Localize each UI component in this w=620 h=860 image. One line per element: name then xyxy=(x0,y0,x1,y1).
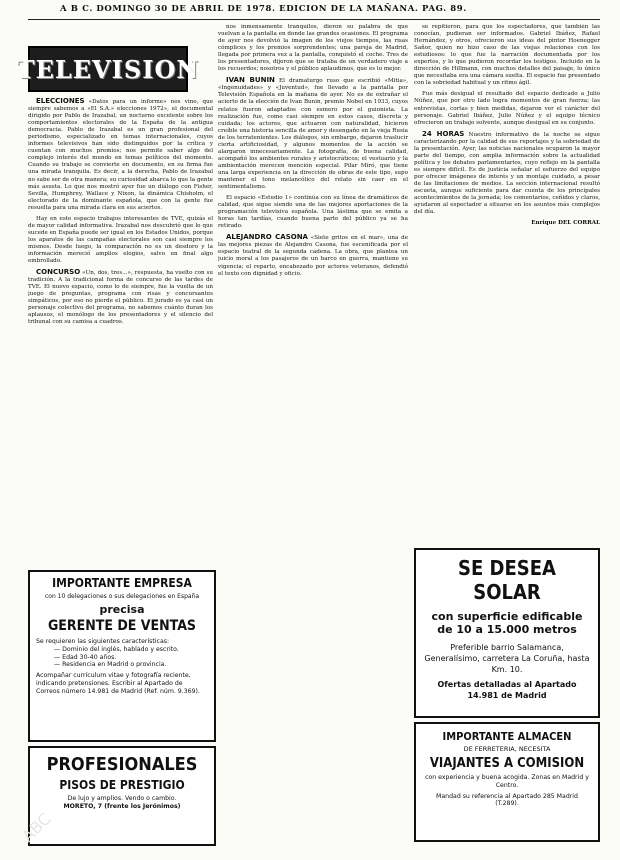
column-1 xyxy=(28,24,213,643)
ad-profesionales-line1: De lujo y amplios. Vendo o cambio. xyxy=(67,795,177,802)
article-elecciones-cont: Hay en este espacio trabajos interesantes de TVE, quizás el de mayor calidad informativa. Irazabal nos descubrió que lo que sucede en España puede ser igual en los Estados Unidos, porque los aparatos de las campañas electorales son casi siempre los mismos. Desde luego, la comparación no es un desdoro y la información mereció amplios elogios, salvo un final algo embrollado. xyxy=(28,215,213,265)
watermark: ABC xyxy=(18,809,55,846)
ad-profesionales xyxy=(28,746,216,846)
keyword-elecciones: ELECCIONES xyxy=(36,97,85,105)
ad-empresa-req-2: — Edad 30-40 años. xyxy=(54,653,117,661)
ad-profesionales-line2: MORETO, 7 (frente los Jerónimos) xyxy=(63,802,181,810)
article-documental: se repitieron, para que los espectadores, que también las conocían, pudieran ser informados. Gabriel Ibáñez, Rafael Hernández, y otros, ofrecieron sus ideas del pintor Hoenegger Sañor, quien no hizo caso de las viejas relaciones con los estudiosos: lo que fue la narración documentada por los expertos, y lo que pudieron recordar los testigos. Incluido en la dirección de Hillmann, con muchos detalles del paisaje, lo único que necesitaba era una cámara suelta. El espacio fue presentado con la sobriedad habitual y un ritmo ágil. xyxy=(414,24,600,87)
ad-almacen-line1: DE FERRETERIA, NECESITA xyxy=(463,745,551,753)
page-header: A B C. DOMINGO 30 DE ABRIL DE 1978. EDICION DE LA MAÑANA. PAG. 89. xyxy=(60,4,467,14)
article-24-horas: 24 HORAS Nuestro informativo de la noche se sigue caracterizando por la calidad de sus reportajes y la sobriedad de la presentación. Ayer, las noticias nacionales ocuparon la mayor parte del tiempo, con amplia información sobre la actualidad política y los debates parlamentarios, cuyo reflejo en la pantalla es siempre difícil. Es de justicia señalar el esfuerzo del equipo por ofrecer imágenes de interés y un montaje cuidado, a pesar de las limitaciones de medios. La sección internacional resultó escueta, aunque suficiente para dar cuenta de los principales acontecimientos de la jornada; los comentarios, ceñidos y claros, ayudaron al espectador a situarse en los asuntos más complejos del día. xyxy=(414,129,600,216)
column-3 xyxy=(414,24,600,544)
television-masthead: TELEVISION xyxy=(28,46,188,92)
keyword-24-horas: 24 HORAS xyxy=(422,129,465,138)
ad-almacen-line4: Mandad su referencia al Apartado 285 Madrid (T.289). xyxy=(436,792,578,808)
ad-importante-empresa xyxy=(28,570,216,742)
article-elecciones: ELECCIONES «Datos para un informe» nos vino, que siempre sabemos a «El S.A.» elecciones 1972», el documental dirigido por Pablo de Irazabal, un nocturno excelente sobre los comportamientos electorales de la España de la antigua democracia. Pablo de Irazabal es un gran profesional del periodismo, especializado en temas internacionales, cuyos informes televisivos han sido distinguidos por la crítica y cuentan con muchos premios; nos permite saber algo del complejo interés del mundo en temas políticos del momento. Cuando su trabajo se convierte en documento, en su firma fue una mirada tranquila. Es decir, a la derecha, Pablo de Irazabal no sabe ser de otra manera; su curiosidad abarca lo que la gente más asusta. Lo que nos mostró ayer fue un diálogo con Fisher, Sevilla, Humphrey, Wallace y Nixon, la dinámica Chisholm, el electorado de la dominante española, que con la gente fue resuelta para una mirada clara en sus aciertos. xyxy=(28,97,213,211)
ad-almacen-line3: con experiencia y buena acogida. Zonas en Madrid y Centro. xyxy=(425,774,589,789)
keyword-concurso: CONCURSO xyxy=(36,268,81,277)
ad-empresa-line1: con 10 delegaciones o sus delegaciones en España xyxy=(44,593,200,600)
ad-solar-line4: Ofertas detalladas al Apartado 14.981 de Madrid xyxy=(437,680,577,700)
article-nunez: Fue más desigual el resultado del espacio dedicado a Julio Núñez, que por otro lado logra momentos de gran fuerza; las entrevistas, cortas y bien medidas, dejaron ver el carácter del personaje. Gabriel Ibáñez, Julio Núñez y el equipo técnico ofrecieron un trabajo solvente, aunque desigual en su conjunto. xyxy=(414,91,600,126)
article-concurso-cont: nos inmensamente tranquilos, dieron su palabra de que vuelvan a la pantalla en donde las grandes ocasiones. El programa de ayer nos devolvió la imagen de los viejos tiempos, las risas cómplices y los premios sorprendentes; una pareja de Madrid, llegada por primera vez a la pantalla, conquistó el coche. Tres de los presentadores, dijeron que se trataba de un verdadero viaje a los recuerdos; nosotros y el público aplaudimos, que es lo mejor. xyxy=(218,24,408,73)
article-concurso: CONCURSO «Un, dos, tres...», respuesta, ha vuelto con su tradición. A la tradicional forma de concurso de las tardes de TVE. El nuevo espacio, como lo de siempre, fue la vuelta de un juego de preguntas, programa con risas y concursantes simpáticos, por eso no pierde el público. El jurado es ya casi un personaje colectivo del programa, no sabemos cuánto duran los aplausos, el monólogo de los presentadores y el silencio del tribunal con su camisa a cuadros. xyxy=(28,268,213,326)
ad-solar-title: SE DESEA SOLAR xyxy=(458,556,556,604)
article-signature: Enrique DEL CORRAL xyxy=(531,220,600,227)
ad-profesionales-title: PROFESIONALES xyxy=(46,754,198,775)
article-estudio: El espacio «Estudio 1» continúa con su línea de dramáticos de calidad, que sigue siendo una de las mejores aportaciones de la programación televisiva española. Una lástima que se emita a horas tan tardías, cuando buena parte del público ya se ha retirado. xyxy=(218,195,408,230)
ad-solar-line2: de 10 a 15.000 metros xyxy=(437,623,577,636)
article-ivan-bunin: IVAN BUNIN El dramaturgo ruso que escribió «Mitia», «Ingenuidades» y «Juventud», fue llevado a la pantalla por Televisión Española en la mañana de ayer. No es de extrañar el acierto de la elección de Ivan Bunin, premio Nobel en 1933, cuyos relatos fueron adaptados con esmero por el guionista. La realización fue, como casi siempre en estos casos, discreta y cuidada; los actores, que actuaron con naturalidad, hicieron creíble una historia sencilla de amor y desengaño en la vieja Rusia de los terratenientes. Los diálogos, sin embargo, dejaron traslucir cierta artificiosidad, y algunos momentos de la acción se alargaron innecesariamente. La fotografía, de buena calidad, acompañó los ambientes rurales y aristocráticos; el vestuario y la ambientación merecen mención especial. Pilar Miró, que tiene una larga experiencia en la dirección de obras de este tipo, supo mantener el tono melancólico del relato sin caer en el sentimentalismo. xyxy=(218,76,408,191)
column-2 xyxy=(218,24,408,860)
ad-empresa-intro: Se requieren las siguientes características: xyxy=(36,638,170,645)
keyword-casona: ALEJANDRO CASONA xyxy=(226,233,308,242)
ad-se-desea-solar xyxy=(414,548,600,718)
ad-empresa-precisa: precisa xyxy=(99,603,145,616)
article-casona: ALEJANDRO CASONA «Siete gritos en el mar», una de las mejores piezas de Alejandro Casona, fue escenificada por el espacio teatral de la segunda cadena. La obra, que plantea un juicio moral a los pasajeros de un barco en guerra, mantiene su vigencia; el reparto, encabezado por actores veteranos, defendió el texto con dignidad y oficio. xyxy=(218,233,408,277)
ad-solar-line3: Preferible barrio Salamanca, Generalísimo, carretera La Coruña, hasta Km. 10. xyxy=(424,643,590,674)
ad-almacen-title: IMPORTANTE ALMACEN xyxy=(442,730,572,743)
ad-empresa-footer: Acompañar currículum vitae y fotografía reciente, indicando pretensiones. Escribir al Apartado de Correos número 14.981 de Madrid (Ref. núm. 9.369). xyxy=(36,672,200,695)
ad-empresa-req-1: — Dominio del inglés, hablado y escrito. xyxy=(54,645,179,653)
ad-empresa-title: IMPORTANTE EMPRESA xyxy=(52,576,192,590)
ad-empresa-position: GERENTE DE VENTAS xyxy=(47,618,197,634)
keyword-ivan-bunin: IVAN BUNIN xyxy=(226,76,275,85)
ad-solar-line1: con superficie edificable xyxy=(431,610,583,623)
ad-profesionales-subtitle: PISOS DE PRESTIGIO xyxy=(59,778,185,792)
header-rule xyxy=(28,19,600,20)
ad-importante-almacen xyxy=(414,722,600,842)
ad-empresa-req-3: — Residencia en Madrid o provincia. xyxy=(54,661,167,669)
ad-almacen-line2: VIAJANTES A COMISION xyxy=(429,756,585,771)
